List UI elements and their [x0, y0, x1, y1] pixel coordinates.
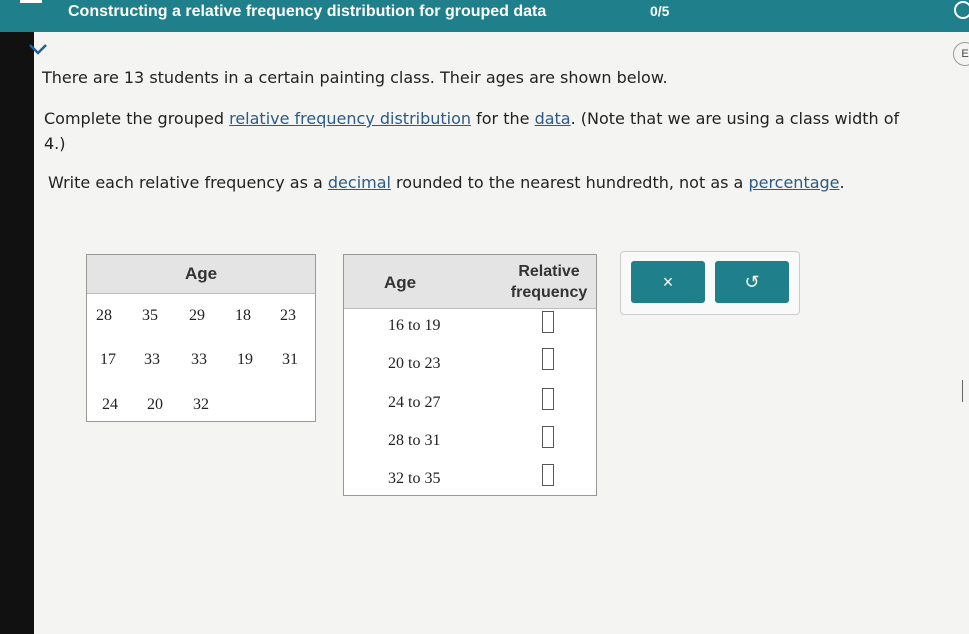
instruction-text: for the: [471, 109, 535, 128]
instruction-text: rounded to the nearest hundredth, not as a: [390, 173, 749, 192]
answer-input[interactable]: [542, 348, 554, 370]
age-header-label: Age: [184, 264, 218, 283]
class-label: 16 to 19: [388, 317, 441, 334]
problem-statement: [42, 68, 668, 87]
age-value: 33: [144, 351, 160, 368]
class-label: 20 to 23: [388, 355, 441, 372]
header-line: Relative: [518, 263, 580, 280]
answer-input[interactable]: [542, 311, 554, 333]
answer-input[interactable]: [542, 388, 554, 410]
age-value: 32: [193, 396, 209, 413]
instruction-text: Write each relative frequency as a: [48, 173, 328, 192]
age-value: 35: [142, 307, 158, 324]
age-value: 31: [282, 351, 298, 368]
age-value: 18: [235, 307, 251, 324]
age-value: 19: [237, 351, 253, 368]
side-divider: [962, 380, 969, 402]
age-value: 23: [280, 307, 296, 324]
frequency-table-header: [344, 255, 596, 309]
instruction-line-cont: 4.): [44, 134, 66, 153]
age-column-header: Age: [384, 273, 417, 292]
age-value: 33: [191, 351, 207, 368]
class-label: 32 to 35: [388, 470, 441, 487]
relative-frequency-distribution-link[interactable]: relative frequency distribution: [229, 109, 472, 128]
answer-input[interactable]: [542, 426, 554, 448]
instruction-text: . (Note that we are using a class width of: [570, 109, 900, 128]
side-panel-tab[interactable]: E: [953, 42, 969, 66]
header-line: frequency: [510, 284, 588, 301]
answer-input[interactable]: [542, 464, 554, 486]
menu-icon[interactable]: [20, 0, 42, 3]
relative-frequency-table: [343, 254, 597, 496]
class-label: 24 to 27: [388, 394, 441, 411]
rounding-instruction: [48, 173, 845, 192]
progress-indicator: 0/5: [650, 3, 670, 19]
problem-line-1: There are 13 students in a certain painting class. Their ages are shown below.: [42, 68, 668, 87]
chevron-down-icon[interactable]: [28, 42, 48, 56]
age-table-header: [87, 255, 315, 294]
data-link[interactable]: data: [534, 109, 571, 128]
instruction-text: Complete the grouped: [44, 109, 230, 128]
age-value: 29: [189, 307, 205, 324]
instruction-line: [44, 109, 899, 128]
header-bar: [0, 0, 969, 32]
page-title: Constructing a relative frequency distribution for grouped data: [68, 3, 547, 20]
help-icon[interactable]: [954, 1, 969, 19]
action-panel: [620, 251, 800, 315]
class-label: 28 to 31: [388, 432, 441, 449]
percentage-link[interactable]: percentage: [748, 173, 840, 192]
decimal-link[interactable]: decimal: [327, 173, 391, 192]
age-value: 24: [102, 396, 118, 413]
relative-frequency-column-header: [494, 261, 604, 303]
undo-button[interactable]: ↺: [715, 261, 789, 303]
instruction-text: .: [839, 173, 845, 192]
age-data-table: [86, 254, 316, 422]
clear-button[interactable]: ×: [631, 261, 705, 303]
age-value: 28: [96, 307, 112, 324]
age-value: 17: [100, 351, 116, 368]
age-value: 20: [147, 396, 163, 413]
